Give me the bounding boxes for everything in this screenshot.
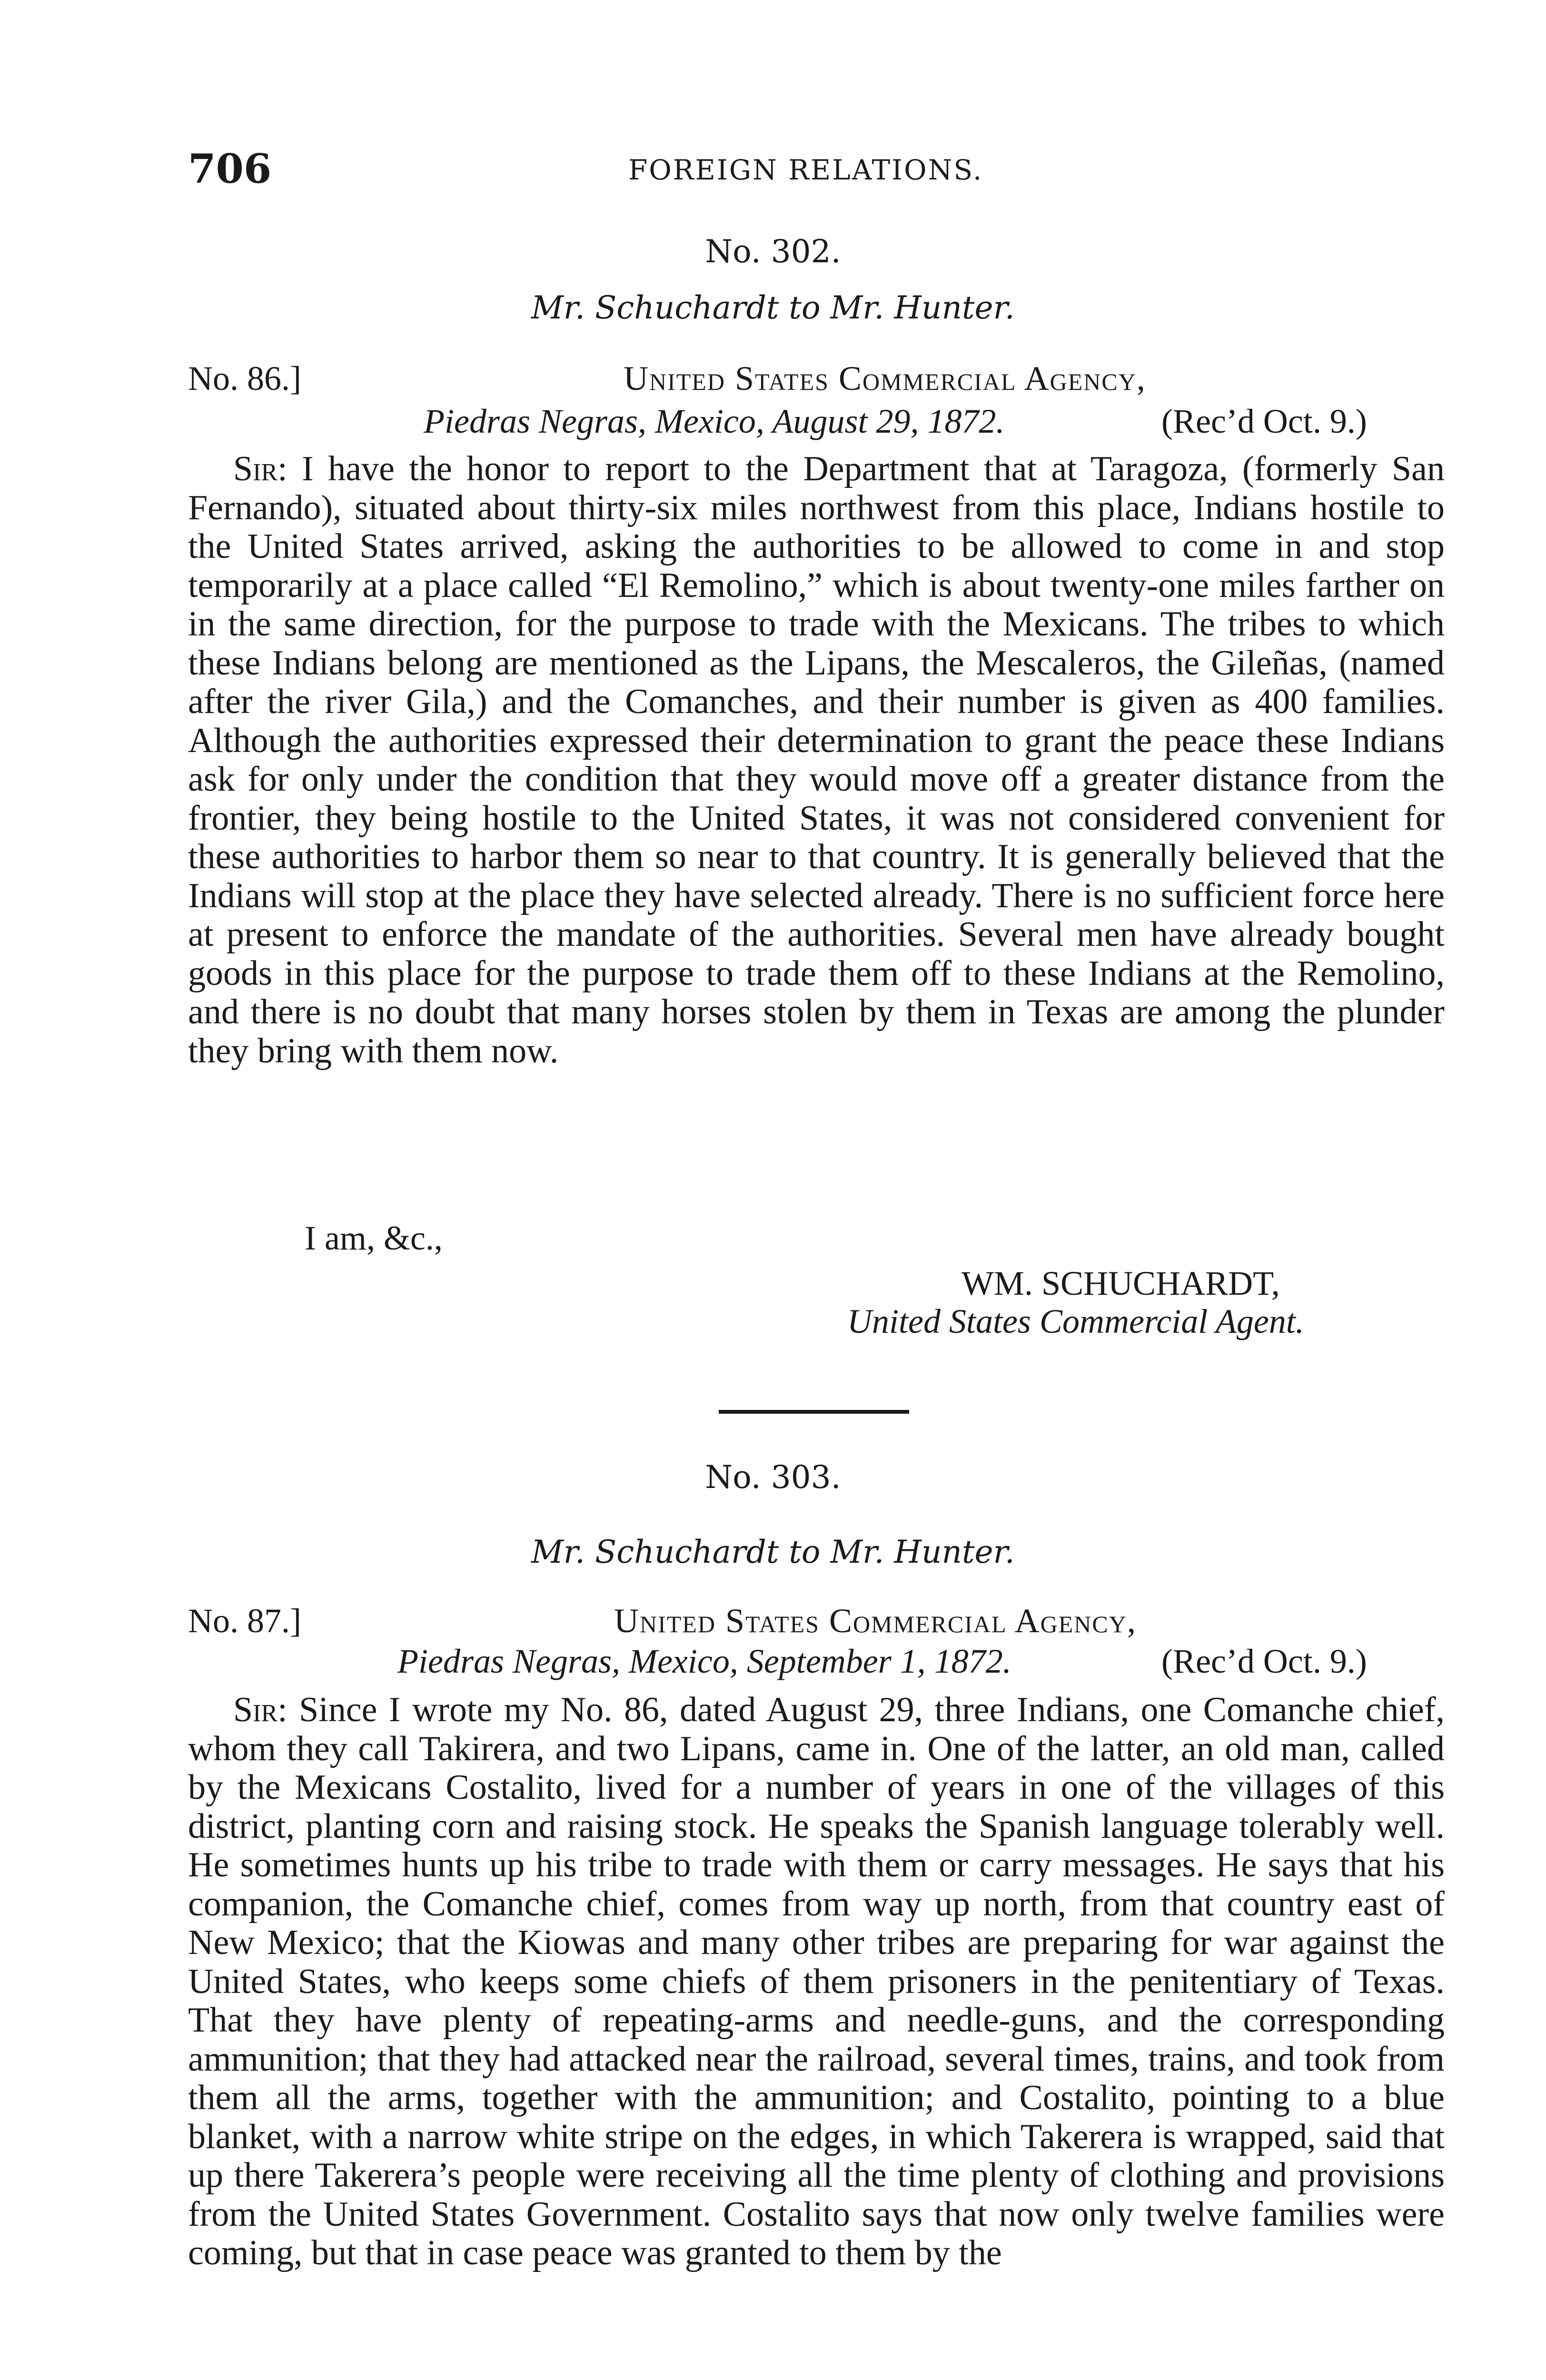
running-head [188,145,983,202]
document-number: No. 303. [705,1459,841,1496]
place-date: Piedras Negras, Mexico, August 29, 1872. [424,402,1005,440]
letter-heading: Mr. Schuchardt to Mr. Hunter. [531,1534,1015,1570]
place-date: Piedras Negras, Mexico, September 1, 1872. [397,1642,1011,1680]
letter-heading: Mr. Schuchardt to Mr. Hunter. [531,289,1015,326]
salutation: Sir: [233,1690,287,1729]
body-text: I have the honor to report to the Department that at Taragoza, (formerly San Fernando), situated about thirty-six miles northwest from this place, Indians hostile to the United States arrived, asking the authorities to be allowed to come in and stop temporarily at a place called “El Remolino,” which is about twenty-one miles farther on in the same direction, for the purpose to trade with the Mexicans. The tribes to which these Indians belong are mentioned as the Lipans, the Mescaleros, the Gileñas, (named after the river Gila,) and the Comanches, and their number is given as 400 families. Although the authorities expressed their determination to grant the peace these Indians ask for only under the condition that they would move off a greater distance from the frontier, they being hostile to the United States, it was not considered convenient for these authorities to harbor them so near to that country. It is generally believed that the Indians will stop at the place they have selected already. There is no sufficient force here at present to enforce the mandate of the authorities. Several men have already bought goods in this place for the purpose to trade them off to these Indians at the Remolino, and there is no doubt that many horses stolen by them in Texas are among the plunder they bring with them now. [188,449,1445,1071]
signature: WM. SCHUCHARDT, [961,1264,1280,1302]
office-name: United States Commercial Agency, [624,359,1146,397]
received-date: (Rec’d Oct. 9.) [1161,402,1367,440]
signature-title: United States Commercial Agent. [847,1302,1304,1340]
running-title: FOREIGN RELATIONS. [628,154,983,186]
letter-body [188,1691,1445,2273]
closing: I am, &c., [305,1219,443,1257]
letter-body [188,450,1445,1071]
dispatch-number: No. 86.] [188,359,301,397]
received-date: (Rec’d Oct. 9.) [1161,1642,1367,1680]
salutation: Sir: [233,449,287,488]
body-text: Since I wrote my No. 86, dated August 29, three Indians, one Comanche chief, whom they call Takirera, and two Lipans, came in. One of the latter, an old man, called by the Mexicans Costalito, lived for a number of years in one of the villages of this district, planting corn and raising stock. He speaks the Spanish language tolerably well. He sometimes hunts up his tribe to trade with them or carry messages. He says that his companion, the Comanche chief, comes from way up north, from that country east of New Mexico; that the Kiowas and many other tribes are preparing for war against the United States, who keeps some chiefs of them prisoners in the penitentiary of Texas. That they have plenty of repeating-arms and needle-guns, and the corresponding ammunition; that they had attacked near the railroad, several times, trains, and took from them all the arms, together with the ammunition; and Costalito, pointing to a blue blanket, with a narrow white stripe on the edges, in which Takerera is wrapped, said that up there Takerera’s people were receiving all the time plenty of clothing and provisions from the United States Government. Costalito says that now only twelve families were coming, but that in case peace was granted to them by the [188,1690,1445,2272]
office-name: United States Commercial Agency, [614,1602,1137,1640]
section-divider [719,1410,909,1414]
dispatch-number: No. 87.] [188,1602,301,1640]
page-number: 706 [188,145,272,192]
document-number: No. 302. [705,233,841,270]
